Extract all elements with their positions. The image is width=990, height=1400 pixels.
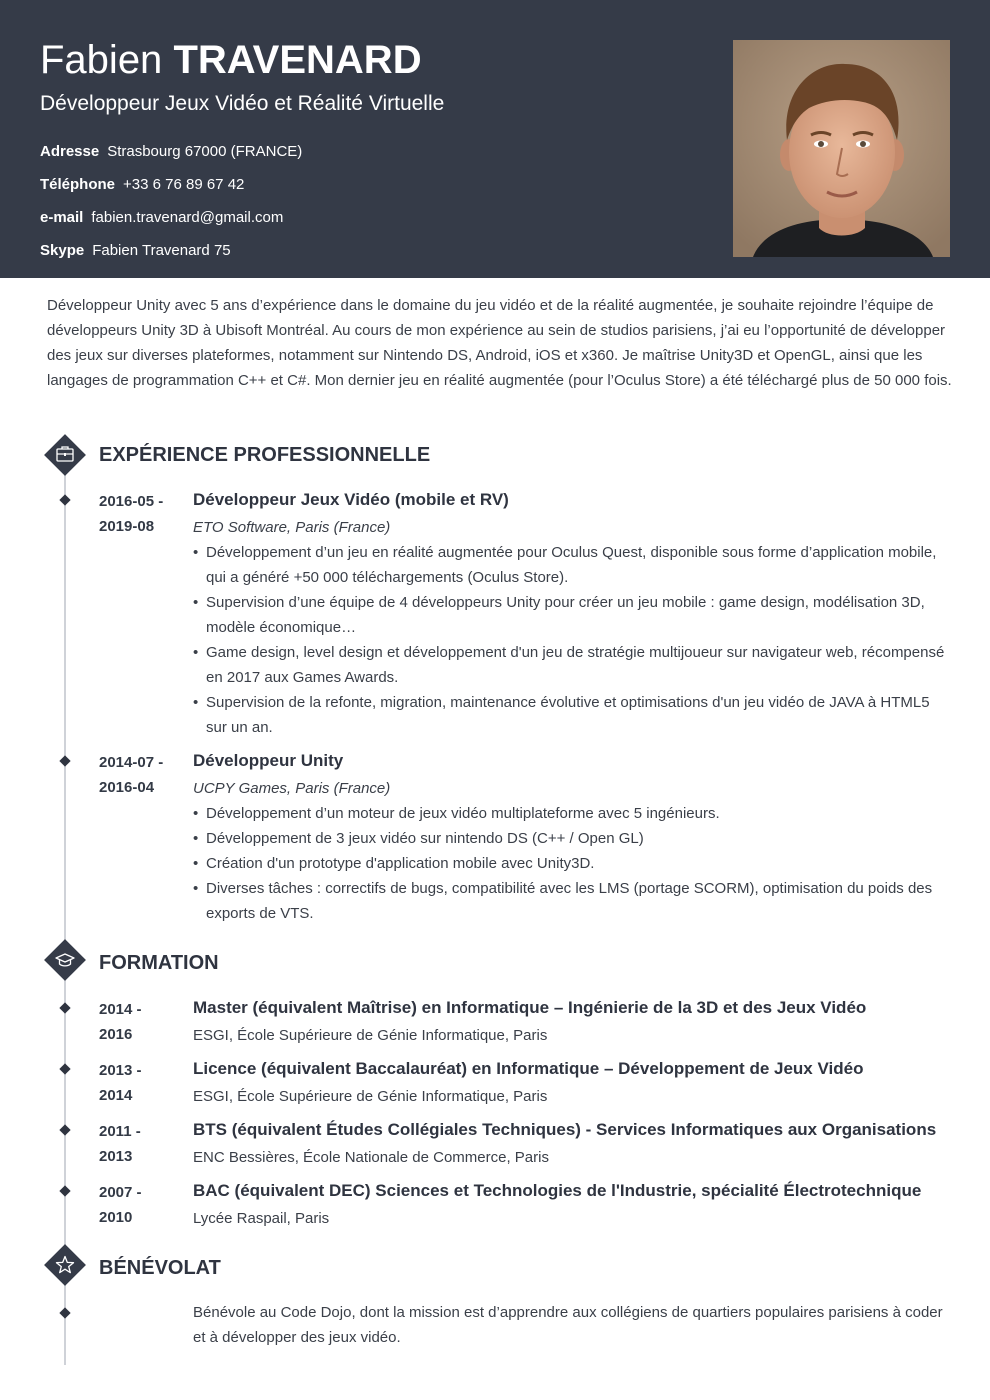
- date-start: 2014-07 -: [99, 754, 164, 771]
- contact-label: Skype: [40, 242, 85, 259]
- timeline-line: [64, 470, 66, 1365]
- job-entry-title: Développeur Unity: [193, 751, 344, 770]
- list-item: • Développement de 3 jeux vidéo sur nintendo DS (C++ / Open GL): [193, 826, 948, 851]
- contact-label: Adresse: [40, 143, 100, 160]
- contact-value[interactable]: fabien.travenard@gmail.com: [91, 209, 284, 226]
- timeline-dot: [59, 1062, 71, 1074]
- education-title: Master (équivalent Maîtrise) en Informatique – Ingénierie de la 3D et des Jeux Vidéo: [193, 998, 867, 1017]
- star-icon: [44, 1244, 86, 1286]
- date-end: 2016: [99, 1026, 133, 1043]
- job-title: Développeur Jeux Vidéo et Réalité Virtuelle: [40, 92, 445, 115]
- education-school: ESGI, École Supérieure de Génie Informatique, Paris: [193, 1027, 548, 1044]
- date-end: 2014: [99, 1087, 133, 1104]
- job-entry: [193, 488, 948, 740]
- job-bullets: [193, 801, 948, 926]
- timeline-dot: [59, 754, 71, 766]
- contact-label: Téléphone: [40, 176, 116, 193]
- date-end: 2019-08: [99, 518, 155, 535]
- contact-address: [40, 139, 302, 172]
- first-name: Fabien: [40, 38, 163, 82]
- section-title-experience: EXPÉRIENCE PROFESSIONNELLE: [99, 444, 431, 466]
- job-bullets: [193, 540, 948, 740]
- contact-list: [40, 139, 302, 271]
- education-entry: [193, 1179, 948, 1231]
- date-end: 2016-04: [99, 779, 155, 796]
- contact-skype: [40, 238, 302, 271]
- list-item: • Diverses tâches : correctifs de bugs, compatibilité avec les LMS (portage SCORM), optimisation du poids des exports de VTS.: [193, 876, 948, 926]
- volunteering-entry: [193, 1300, 948, 1350]
- timeline-dot: [59, 493, 71, 505]
- education-date: [99, 1119, 179, 1169]
- candidate-name: [40, 36, 422, 84]
- graduation-cap-icon: [44, 939, 86, 981]
- list-item: • Création d'un prototype d'application mobile avec Unity3D.: [193, 851, 948, 876]
- contact-value: Strasbourg 67000 (FRANCE): [107, 143, 303, 160]
- education-date: [99, 997, 179, 1047]
- date-start: 2013 -: [99, 1062, 142, 1079]
- contact-email: [40, 205, 302, 238]
- timeline-dot: [59, 1184, 71, 1196]
- education-title: Licence (équivalent Baccalauréat) en Informatique – Développement de Jeux Vidéo: [193, 1059, 864, 1078]
- education-entry: [193, 1057, 948, 1109]
- date-start: 2007 -: [99, 1184, 142, 1201]
- education-school: ENC Bessières, École Nationale de Commerce, Paris: [193, 1149, 549, 1166]
- job-date: [99, 489, 179, 539]
- volunteering-text: Bénévole au Code Dojo, dont la mission est d’apprendre aux collégiens de quartiers populaires parisiens à coder et à développer des jeux vidéo.: [193, 1304, 943, 1346]
- date-end: 2010: [99, 1209, 133, 1226]
- date-start: 2016-05 -: [99, 493, 164, 510]
- profile-summary: Développeur Unity avec 5 ans d’expérience dans le domaine du jeu vidéo et de la réalité augmentée, je souhaite rejoindre l’équipe de développeurs Unity 3D à Ubisoft Montréal. Au cours de mon expérience au sein de studios parisiens, j’ai eu l’opportunité de développer des jeux sur diverses plateformes, notamment sur Nintendo DS, Android, iOS et x360. Je maîtrise Unity3D et OpenGL, ainsi que les langages de programmation C++ et C#. Mon dernier jeu en réalité augmentée (pour l’Oculus Store) a été téléchargé plus de 50 000 fois.: [47, 297, 952, 389]
- resume-header: [0, 0, 990, 278]
- education-entry: [193, 1118, 948, 1170]
- profile-photo: [733, 40, 950, 257]
- contact-label: e-mail: [40, 209, 84, 226]
- date-start: 2014 -: [99, 1001, 142, 1018]
- timeline-dot: [59, 1306, 71, 1318]
- timeline-dot: [59, 1123, 71, 1135]
- job-company: ETO Software, Paris (France): [193, 519, 391, 536]
- education-entry: [193, 996, 948, 1048]
- education-school: ESGI, École Supérieure de Génie Informatique, Paris: [193, 1088, 548, 1105]
- section-title-volunteering: BÉNÉVOLAT: [99, 1257, 221, 1279]
- education-title: BAC (équivalent DEC) Sciences et Technologies de l'Industrie, spécialité Électrotechnique: [193, 1181, 922, 1200]
- job-company: UCPY Games, Paris (France): [193, 780, 391, 797]
- education-date: [99, 1058, 179, 1108]
- contact-value: Fabien Travenard 75: [92, 242, 231, 259]
- list-item: • Développement d’un jeu en réalité augmentée pour Oculus Quest, disponible sous forme d’application mobile, qui a généré +50 000 téléchargements (Oculus Store).: [193, 540, 948, 590]
- portrait-illustration: [733, 40, 950, 257]
- job-entry-title: Développeur Jeux Vidéo (mobile et RV): [193, 490, 509, 509]
- job-date: [99, 750, 179, 800]
- contact-value[interactable]: +33 6 76 89 67 42: [123, 176, 245, 193]
- date-end: 2013: [99, 1148, 133, 1165]
- list-item: • Game design, level design et développement d'un jeu de stratégie multijoueur sur navigateur web, récompensé en 2017 aux Games Awards.: [193, 640, 948, 690]
- briefcase-icon: [44, 434, 86, 476]
- education-date: [99, 1180, 179, 1230]
- last-name: TRAVENARD: [173, 38, 422, 82]
- education-school: Lycée Raspail, Paris: [193, 1210, 330, 1227]
- job-entry: [193, 749, 948, 926]
- list-item: • Supervision de la refonte, migration, maintenance évolutive et optimisations d'un jeu vidéo de JAVA à HTML5 sur un an.: [193, 690, 948, 740]
- education-title: BTS (équivalent Études Collégiales Techniques) - Services Informatiques aux Organisations: [193, 1120, 937, 1139]
- date-start: 2011 -: [99, 1123, 141, 1140]
- list-item: • Développement d’un moteur de jeux vidéo multiplateforme avec 5 ingénieurs.: [193, 801, 948, 826]
- timeline-dot: [59, 1001, 71, 1013]
- section-title-education: FORMATION: [99, 952, 219, 974]
- list-item: • Supervision d’une équipe de 4 développeurs Unity pour créer un jeu mobile : game design, modélisation 3D, modèle économique…: [193, 590, 948, 640]
- contact-phone: [40, 172, 302, 205]
